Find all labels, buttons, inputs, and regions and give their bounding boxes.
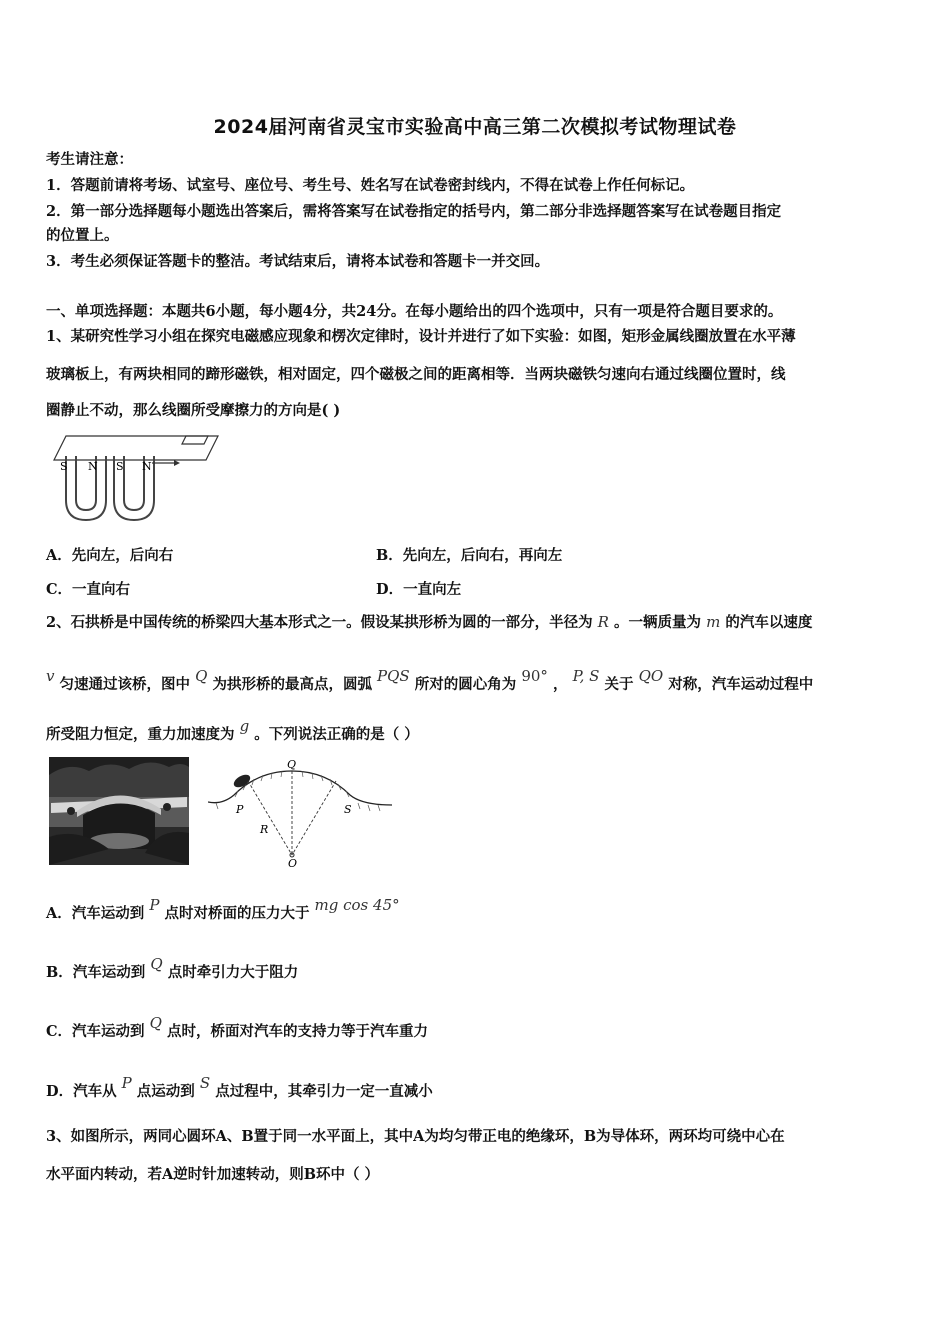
q2-option-d: [46, 1074, 433, 1102]
q2-text-1a: 2、石拱桥是中国传统的桥梁四大基本形式之一。假设某拱形桥为圆的一部分，半径为: [46, 614, 593, 631]
q2-opt-c-text-2: 点时，桥面对汽车的支持力等于汽车重力: [166, 1023, 428, 1040]
q2-opt-a-text-1: A．汽车运动到: [46, 905, 145, 922]
q2-text-1c: 的汽车以速度: [725, 614, 813, 631]
q2-line-3: [46, 717, 419, 745]
q2-text-3b: 。下列说法正确的是（ ）: [254, 726, 419, 743]
po-radius: [248, 781, 292, 855]
q2-angle-90: 90°: [521, 667, 548, 685]
q1-magnet-figure: [46, 430, 226, 526]
q2-text-2d: 关于: [604, 676, 634, 693]
glass-plate: [54, 436, 218, 460]
arch-bridge-diagram: [208, 757, 394, 867]
q2-text-2c: 所对的圆心角为: [414, 676, 517, 693]
q2-opt-d-text-2: 点运动到: [136, 1083, 195, 1100]
pole-label-1: S: [60, 460, 68, 473]
q2-opt-c-var-q: Q: [149, 1014, 162, 1032]
q1-line-3: 圈静止不动，那么线圈所受摩擦力的方向是( ): [46, 402, 341, 419]
q2-option-c: [46, 1014, 428, 1042]
q1-line-2: 玻璃板上，有两块相同的蹄形磁铁，相对固定，四个磁极之间的距离相等．当两块磁铁匀速向右通过线圈位置时，线: [46, 366, 786, 383]
q2-var-v: v: [46, 667, 55, 685]
q2-line-1: [46, 612, 812, 633]
q2-var-q: Q: [195, 667, 208, 685]
notice-item-2-cont: 的位置上。: [46, 227, 119, 244]
notice-item-1: 1．答题前请将考场、试室号、座位号、考生号、姓名写在试卷密封线内，不得在试卷上作任何标记。: [46, 177, 695, 194]
q1-option-b: B．先向左，后向右，再向左: [376, 547, 563, 564]
q2-opt-d-var-p: P: [121, 1074, 132, 1092]
label-q: Q: [287, 758, 297, 771]
q2-opt-b-text-1: B．汽车运动到: [46, 964, 146, 981]
q3-line-2: 水平面内转动，若A逆时针加速转动，则B环中（ ）: [46, 1166, 380, 1183]
arch-curve: [208, 771, 392, 805]
q2-opt-b-text-2: 点时牵引力大于阻力: [167, 964, 299, 981]
q1-option-a: A．先向左，后向右: [46, 547, 174, 564]
q2-opt-a-expr: mg cos 45°: [314, 896, 400, 914]
q2-opt-d-var-s: S: [199, 1074, 211, 1092]
q2-line-2: [46, 667, 814, 695]
so-radius: [292, 781, 336, 855]
q1-option-c: C．一直向右: [46, 581, 131, 598]
notice-item-2: 2．第一部分选择题每小题选出答案后，需将答案写在试卷指定的括号内，第二部分非选择题答案写在试卷题目指定: [46, 203, 782, 220]
q2-var-r: R: [597, 613, 609, 631]
q2-text-2a: 匀速通过该桥，图中: [59, 676, 191, 693]
q2-text-1b: 。一辆质量为: [614, 614, 702, 631]
pole-label-4: N: [142, 460, 152, 473]
q2-opt-a-var-p: P: [149, 896, 160, 914]
q2-opt-d-text-1: D．汽车从: [46, 1083, 117, 1100]
q2-text-3a: 所受阻力恒定，重力加速度为: [46, 726, 235, 743]
q2-text-2e: 对称，汽车运动过程中: [668, 676, 814, 693]
notice-heading: 考生请注意：: [46, 151, 133, 168]
q2-var-pqs: PQS: [377, 667, 410, 685]
label-o: O: [288, 857, 298, 867]
q2-sep: ，: [553, 676, 568, 693]
q1-line-1: 1、某研究性学习小组在探究电磁感应现象和楞次定律时，设计并进行了如下实验：如图，矩形金属线圈放置在水平薄: [46, 328, 796, 345]
q1-option-d: D．一直向左: [376, 581, 462, 598]
metal-coil: [182, 436, 208, 444]
q2-opt-c-text-1: C．汽车运动到: [46, 1023, 145, 1040]
q2-var-m: m: [706, 613, 721, 631]
pole-label-2: N: [88, 460, 98, 473]
q2-text-2b: 为拱形桥的最高点，圆弧: [212, 676, 372, 693]
label-r: R: [260, 823, 269, 836]
notice-item-3: 3．考生必须保证答题卡的整洁。考试结束后，请将本试卷和答题卡一并交回。: [46, 253, 550, 270]
label-s: S: [344, 803, 352, 816]
q3-line-1: 3、如图所示，两同心圆环A、B置于同一水平面上，其中A为均匀带正电的绝缘环，B为导体环，两环均可绕中心在: [46, 1128, 785, 1145]
q2-option-b: [46, 955, 299, 983]
q2-opt-b-var-q: Q: [150, 955, 163, 973]
q2-var-ps: P, S: [572, 667, 600, 685]
section-heading: 一、单项选择题：本题共6小题，每小题4分，共24分。在每小题给出的四个选项中，只有一项是符合题目要求的。: [46, 303, 783, 320]
q2-option-a: [46, 896, 400, 924]
stone-bridge-photo: [49, 757, 189, 865]
q2-opt-a-text-2: 点时对桥面的压力大于: [164, 905, 310, 922]
pole-label-3: S: [116, 460, 124, 473]
page-title: 2024届河南省灵宝市实验高中高三第二次模拟考试物理试卷: [213, 116, 737, 138]
label-p: P: [236, 803, 244, 816]
q2-var-qo: QO: [638, 667, 664, 685]
q2-opt-d-text-3: 点过程中，其牵引力一定一直减小: [215, 1083, 433, 1100]
q2-var-g: g: [239, 717, 250, 735]
